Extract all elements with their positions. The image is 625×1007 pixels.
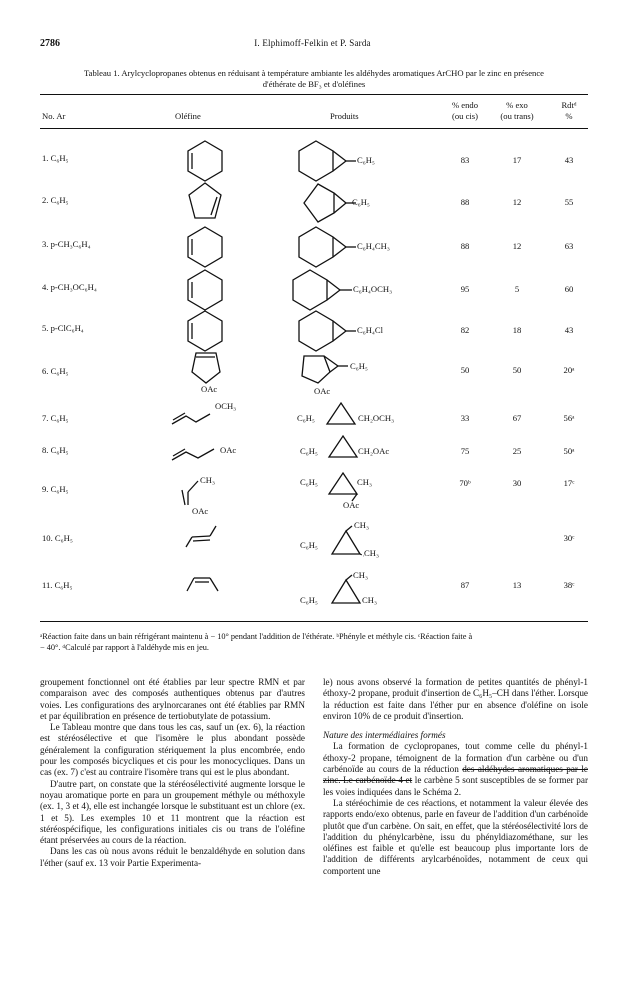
row-7-olefin-sub: OCH₃ bbox=[215, 401, 237, 411]
row-3-rdt: 63 bbox=[564, 241, 574, 251]
row-6-rdt: 20ᵃ bbox=[563, 365, 575, 375]
row-5-olefin-structure bbox=[183, 308, 227, 354]
col-header-exo-line2: (ou trans) bbox=[500, 111, 534, 121]
table-bottom-rule bbox=[40, 621, 588, 622]
row-1-product-structure bbox=[296, 138, 366, 184]
row-3-olefin-structure bbox=[183, 224, 227, 270]
row-11-product-top: CH₃ bbox=[353, 570, 368, 580]
row-6-olefin-sub: OAc bbox=[201, 384, 218, 394]
row-7-rdt: 56ᵃ bbox=[563, 413, 575, 423]
body-right-paragraph-3: La stéréochimie de ces réactions, et notamment la valeur élevée des rapports endo/exo obtenus, parle en faveur de l'addition d'un carbénoïde plutôt que d'un carbène. On sait, en effet, que la stéréosélectivité lors de l'addition du phénylcarbène, issu du phényldiazométhane, sur les oléfines est faible et qu'elle est beaucoup plus importante lors de l'addition de différents arylcarbénoïdes, notamment de ceux qui comportent une bbox=[323, 797, 588, 876]
body-right-paragraph-2b: le carbène 5 sont susceptibles de se former par les voies indiquées dans le Schéma 2. bbox=[323, 775, 589, 797]
row-3-product-structure bbox=[296, 224, 366, 270]
body-right-struck-text: des aldéhydes aromatiques par le zinc. Le carbénoïde 4 et bbox=[323, 764, 588, 786]
body-left-paragraph-4: Dans les cas où nous avons réduit le benzaldéhyde en solution dans l'éther (sauf ex. 13 voir Partie Experimenta- bbox=[40, 846, 305, 868]
row-1-rdt: 43 bbox=[564, 155, 574, 165]
row-2-exo: 12 bbox=[512, 197, 522, 207]
body-left-paragraph-3: D'autre part, on constate que la stéréosélectivité augmente lorsque le noyau aromatique porte en para un groupement méthyle ou méthoxyle (ex. 1, 3 et 4), elle est inchangée lorsque le substituant est un chlore (ex. 1 et 5). Les exemples 10 et 11 montrent que la réaction est stéréospécifique, les configurations initiales cis ou trans de l'oléfine étant préservées au cours de la réaction. bbox=[40, 778, 305, 846]
row-11-product-right: CH₃ bbox=[362, 595, 377, 605]
row-9-exo: 30 bbox=[512, 478, 522, 488]
row-9-olefin-sub: OAc bbox=[192, 506, 209, 516]
footnote-line-1: ᵃRéaction faite dans un bain réfrigérant maintenu à − 10° pendant l'addition de l'éthérate. ᵇPhényle et méthyle cis. ᶜRéaction faite à bbox=[40, 632, 473, 641]
row-5-label: 5. p-ClC₆H₄ bbox=[42, 323, 84, 333]
row-9-product-right: CH₃ bbox=[357, 477, 372, 487]
row-4-label: 4. p-CH₃OC₆H₄ bbox=[42, 282, 97, 292]
row-6-endo: 50 bbox=[460, 365, 470, 375]
row-9-label: 9. C₆H₅ bbox=[42, 484, 69, 494]
row-5-product-structure bbox=[296, 308, 366, 354]
row-8-olefin-sub: OAc bbox=[220, 445, 237, 455]
row-11-product-structure bbox=[326, 577, 366, 607]
row-6-product-label: C₆H₅ bbox=[350, 361, 368, 371]
row-9-product-sub: OAc bbox=[343, 500, 360, 510]
row-4-rdt: 60 bbox=[564, 284, 574, 294]
section-heading: Nature des intermédiaires formés bbox=[323, 730, 446, 741]
row-11-label: 11. C₆H₅ bbox=[42, 580, 73, 590]
row-7-product-structure bbox=[324, 400, 360, 428]
row-8-olefin-structure bbox=[170, 441, 222, 463]
row-8-label: 8. C₆H₅ bbox=[42, 445, 69, 455]
col-header-exo-line1: % exo bbox=[506, 100, 528, 110]
row-1-endo: 83 bbox=[460, 155, 470, 165]
row-11-endo: 87 bbox=[460, 580, 470, 590]
col-header-produits: Produits bbox=[330, 111, 359, 121]
row-9-rdt: 17ᶜ bbox=[563, 478, 575, 488]
row-3-endo: 88 bbox=[460, 241, 470, 251]
row-11-olefin-structure bbox=[185, 572, 221, 594]
row-8-endo: 75 bbox=[460, 446, 470, 456]
table-caption-line-1: Tableau 1. Arylcyclopropanes obtenus en réduisant à température ambiante les aldéhydes aromatiques ArCHO par le zinc en présence bbox=[84, 68, 544, 78]
row-10-product-right: CH₃ bbox=[364, 548, 379, 558]
row-6-product-sub: OAc bbox=[314, 386, 331, 396]
table-caption bbox=[40, 68, 588, 90]
row-10-product-left: C₆H₅ bbox=[300, 540, 318, 550]
col-header-endo-line2: (ou cis) bbox=[451, 111, 478, 121]
row-10-product-top: CH₃ bbox=[354, 520, 369, 530]
body-left-paragraph-2: Le Tableau montre que dans tous les cas, sauf un (ex. 6), la réaction est stéréosélective et que l'isomère le plus abondant possède généralement la configuration stériquement la plus encombrée, endo pour les composés bicycliques et cis pour les monocycliques. Dans un cas (ex. 7) c'est au contraire l'isomère trans qui est le plus abondant. bbox=[40, 722, 305, 778]
row-4-olefin-structure bbox=[183, 267, 227, 313]
row-4-exo: 5 bbox=[514, 284, 520, 294]
col-header-olefine: Oléfine bbox=[175, 111, 201, 121]
row-11-exo: 13 bbox=[512, 580, 522, 590]
row-2-rdt: 55 bbox=[564, 197, 574, 207]
table-header-rule bbox=[40, 128, 588, 129]
row-8-product-left: C₆H₅ bbox=[300, 446, 318, 456]
body-left-column bbox=[40, 677, 305, 869]
row-6-product-structure bbox=[298, 352, 358, 386]
row-10-olefin-structure bbox=[184, 524, 220, 550]
body-right-paragraph-1: le) nous avons observé la formation de petites quantités de phényl-1 éthoxy-2 propane, produit d'insertion de C₆H₅–CH dans l'éther. Lorsque la réduction est faite dans l'éther pur en absence d'oléfine on isole environ 10% de ce produit d'insertion. bbox=[323, 677, 588, 721]
row-1-product-label: C₆H₅ bbox=[357, 155, 375, 165]
row-8-product-right: CH₂OAc bbox=[358, 446, 390, 456]
row-10-label: 10. C₆H₅ bbox=[42, 533, 73, 543]
row-7-product-left: C₆H₅ bbox=[297, 413, 315, 423]
row-10-product-structure bbox=[326, 528, 366, 558]
row-2-olefin-structure bbox=[185, 180, 225, 224]
row-10-rdt: 30ᶜ bbox=[563, 533, 575, 543]
table-caption-line-2: d'éthérate de BF₃ et d'oléfines bbox=[262, 79, 366, 89]
row-6-olefin-structure bbox=[182, 350, 226, 386]
row-1-label: 1. C₆H₅ bbox=[42, 153, 69, 163]
row-8-exo: 25 bbox=[512, 446, 522, 456]
row-2-product-label: C₆H₅ bbox=[352, 197, 370, 207]
row-3-exo: 12 bbox=[512, 241, 522, 251]
row-7-olefin-structure bbox=[170, 407, 218, 427]
row-7-endo: 33 bbox=[460, 413, 470, 423]
body-right-column bbox=[323, 677, 588, 877]
row-8-product-structure bbox=[326, 433, 362, 461]
row-11-product-left: C₆H₅ bbox=[300, 595, 318, 605]
body-right-paragraph-2 bbox=[323, 741, 588, 797]
col-header-endo-line1: % endo bbox=[451, 100, 478, 110]
row-7-product-right: CH₂OCH₃ bbox=[358, 413, 395, 423]
row-7-exo: 67 bbox=[512, 413, 522, 423]
row-9-olefin-structure bbox=[180, 478, 202, 508]
col-header-endo bbox=[440, 100, 490, 122]
col-header-exo bbox=[490, 100, 544, 122]
body-right-paragraph-2a: La formation de cyclopropanes, tout comme celle du phényl-1 éthoxy-2 propane, témoignent de la formation d'un carbène ou d'un carbénoïde au cours de la réduction bbox=[323, 741, 588, 775]
row-5-product-label: C₆H₄Cl bbox=[357, 325, 384, 335]
col-header-no-ar: No. Ar bbox=[42, 111, 66, 121]
row-9-olefin-top: CH₃ bbox=[200, 475, 215, 485]
row-11-rdt: 38ᶜ bbox=[563, 580, 575, 590]
page-number: 2786 bbox=[40, 38, 60, 49]
row-6-label: 6. C₆H₅ bbox=[42, 366, 69, 376]
col-header-rdt-line1: Rdtᵈ bbox=[561, 100, 577, 110]
row-5-rdt: 43 bbox=[564, 325, 574, 335]
col-header-rdt bbox=[552, 100, 586, 122]
col-header-rdt-line2: % bbox=[565, 111, 573, 121]
row-2-endo: 88 bbox=[460, 197, 470, 207]
row-2-label: 2. C₆H₅ bbox=[42, 195, 69, 205]
row-3-product-label: C₆H₄CH₃ bbox=[357, 241, 390, 251]
row-1-exo: 17 bbox=[512, 155, 522, 165]
table-top-rule bbox=[40, 94, 588, 95]
row-5-endo: 82 bbox=[460, 325, 470, 335]
row-4-endo: 95 bbox=[460, 284, 470, 294]
row-9-product-left: C₆H₅ bbox=[300, 477, 318, 487]
row-6-exo: 50 bbox=[512, 365, 522, 375]
row-7-label: 7. C₆H₅ bbox=[42, 413, 69, 423]
row-3-label: 3. p-CH₃C₆H₄ bbox=[42, 239, 91, 249]
row-1-olefin-structure bbox=[183, 138, 227, 184]
row-9-endo: 70ᵇ bbox=[459, 478, 471, 488]
footnote-line-2: − 40°. ᵈCalculé par rapport à l'aldéhyde mis en jeu. bbox=[40, 643, 209, 652]
table-footnote bbox=[40, 631, 588, 653]
row-8-rdt: 50ᵃ bbox=[563, 446, 575, 456]
body-left-paragraph-1: groupement fonctionnel ont été établies par leur spectre RMN et par comparaison avec des composés authentiques obtenus par d'autres voies. Les configurations des arylnorcaranes ont été établies par RMN et par équilibration en présence de tertiobutylate de potassium. bbox=[40, 677, 305, 721]
row-4-product-label: C₆H₄OCH₃ bbox=[353, 284, 393, 294]
row-5-exo: 18 bbox=[512, 325, 522, 335]
running-head: I. Elphimoff-Felkin et P. Sarda bbox=[254, 38, 371, 48]
